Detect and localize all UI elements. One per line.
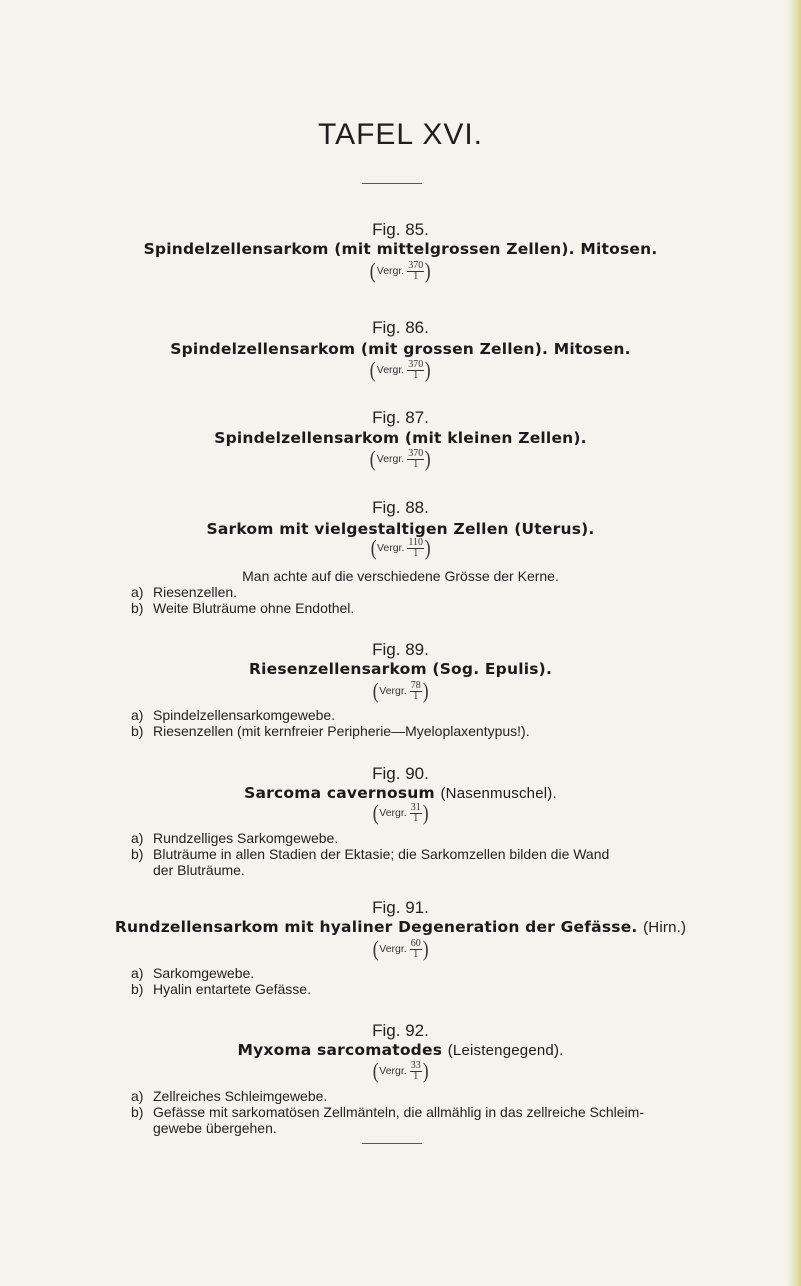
- fig-90-note-b-cont: der Bluträume.: [153, 862, 245, 878]
- fig-92-number: Fig. 92.: [372, 1021, 429, 1040]
- fig-91-note-a: a) Sarkomgewebe.: [131, 965, 255, 981]
- fig-89-title: Riesenzellensarkom (Sog. Epulis).: [248, 660, 553, 678]
- fig-85-title: Spindelzellensarkom (mit mittelgrossen Zellen). Mitosen.: [143, 240, 658, 258]
- fig-88-remark: Man achte auf die verschiedene Grösse der Kerne.: [242, 568, 559, 584]
- fig-92-note-b: b) Gefässe mit sarkomatösen Zellmänteln, die allmählig in das zellreiche Schleim-: [131, 1104, 644, 1120]
- fig-90-magnification: ( Vergr. $\frac{31}{1}$ ): [372, 800, 429, 825]
- fig-88-note-a: a) Riesenzellen.: [131, 584, 238, 600]
- page-title: TAFEL XVI.: [317, 118, 484, 151]
- fig-86-magnification: ( Vergr. $\frac{370}{1}$ ): [370, 357, 431, 382]
- fig-92-magnification: ( Vergr. $\frac{33}{1}$ ): [372, 1058, 429, 1083]
- fig-89-note-a: a) Spindelzellensarkomgewebe.: [131, 707, 336, 723]
- fig-86-title: Spindelzellensarkom (mit grossen Zellen). Mitosen.: [170, 340, 631, 358]
- fig-86-number: Fig. 86.: [372, 318, 429, 337]
- fig-88-number: Fig. 88.: [372, 498, 429, 517]
- fig-90-number: Fig. 90.: [372, 764, 429, 783]
- fig-91-magnification: ( Vergr. $\frac{60}{1}$ ): [372, 936, 429, 961]
- fig-88-note-b: b) Weite Bluträume ohne Endothel.: [131, 600, 355, 616]
- fig-90-note-b: b) Bluträume in allen Stadien der Ektasie; die Sarkomzellen bilden die Wand: [131, 846, 610, 862]
- fig-85-magnification: ( Vergr. $\frac{370}{1}$ ): [370, 258, 431, 283]
- divider: [362, 183, 422, 184]
- divider-bottom: [362, 1143, 422, 1144]
- fig-89-magnification: ( Vergr. $\frac{78}{1}$ ): [372, 678, 429, 703]
- fig-90-note-a: a) Rundzelliges Sarkomgewebe.: [131, 830, 339, 846]
- fig-87-magnification: ( Vergr. $\frac{370}{1}$ ): [370, 446, 431, 471]
- fig-92-note-b-cont: gewebe übergehen.: [153, 1120, 277, 1136]
- fig-89-number: Fig. 89.: [372, 640, 429, 659]
- fig-87-number: Fig. 87.: [372, 408, 429, 427]
- fig-92-title: Myxoma sarcomatodes (Leistengegend).: [237, 1041, 564, 1059]
- fig-91-title: Rundzellensarkom mit hyaliner Degeneration der Gefässe. (Hirn.): [114, 918, 687, 936]
- fig-92-note-a: a) Zellreiches Schleimgewebe.: [131, 1088, 328, 1104]
- fig-91-note-b: b) Hyalin entartete Gefässe.: [131, 981, 311, 997]
- fig-88-magnification: ( Vergr. $\frac{110}{1}$ ): [370, 535, 431, 560]
- fig-89-note-b: b) Riesenzellen (mit kernfreier Peripherie—Myeloplaxentypus!).: [131, 723, 530, 739]
- fig-87-title: Spindelzellensarkom (mit kleinen Zellen).: [214, 429, 587, 447]
- fig-91-number: Fig. 91.: [372, 898, 429, 917]
- fig-88-title: Sarkom mit vielgestaltigen Zellen (Uterus).: [206, 520, 595, 538]
- fig-85-number: Fig. 85.: [372, 220, 429, 239]
- fig-90-title: Sarcoma cavernosum (Nasenmuschel).: [244, 784, 557, 802]
